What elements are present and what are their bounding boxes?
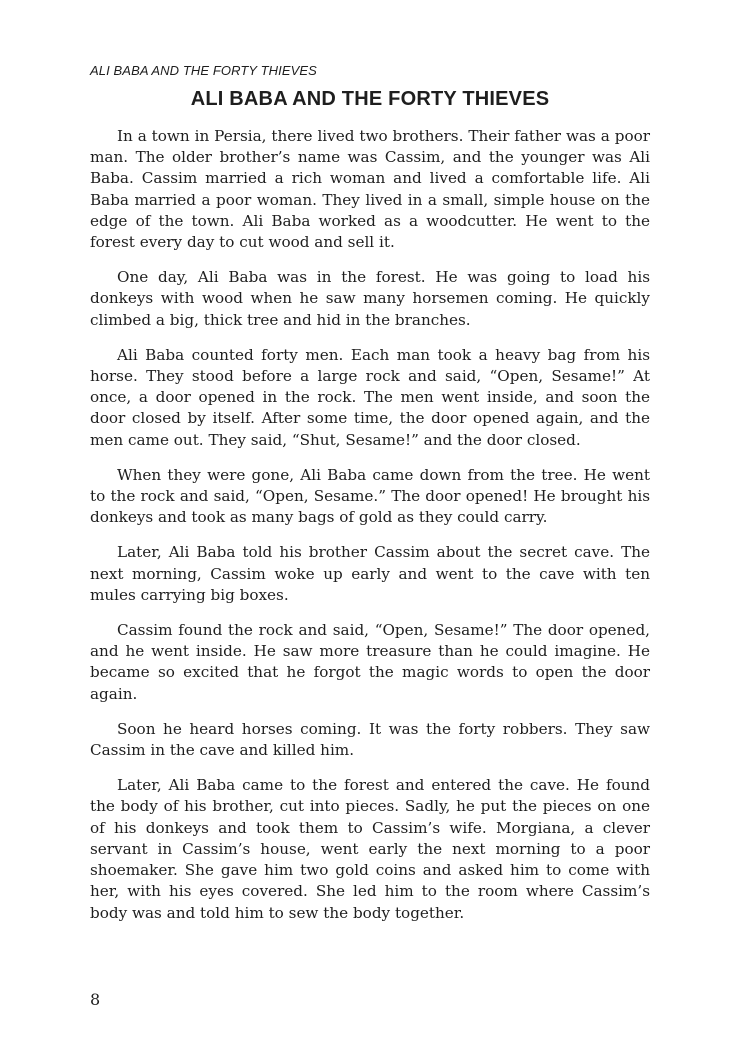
paragraph-4: When they were gone, Ali Baba came down from the tree. He went to the rock and said, “Open, Sesame.” The door opened! He brought his donkeys and took as many bags of gold as they could carry. [90,465,650,527]
paragraph-7: Soon he heard horses coming. It was the forty robbers. They saw Cassim in the cave and killed him. [90,719,650,760]
paragraph-5: Later, Ali Baba told his brother Cassim about the secret cave. The next morning, Cassim woke up early and went to the cave with ten mules carrying big boxes. [90,543,650,604]
page-number: 8 [90,990,101,1009]
paragraph-2: One day, Ali Baba was in the forest. He was going to load his donkeys with wood when he saw many horsemen coming. He quickly climbed a big, thick tree and hid in the branches. [90,268,650,329]
paragraph-6: Cassim found the rock and said, “Open, Sesame!” The door opened, and he went inside. He saw more treasure than he could imagine. He became so excited that he forgot the magic words to open the door again. [90,621,650,703]
paragraph-3: Ali Baba counted forty men. Each man took a heavy bag from his horse. They stood before a large rock and said, “Open, Sesame!” At once, a door opened in the rock. The men went inside, and soon the door closed by itself. After some time, the door opened again, and the men came out. They said, “Shut, Sesame!” and the door closed. [90,345,650,449]
page-content [90,62,650,938]
running-head: ALI BABA AND THE FORTY THIEVES [90,63,317,78]
story-title: ALI BABA AND THE FORTY THIEVES [190,88,550,110]
paragraph-1: In a town in Persia, there lived two brothers. Their father was a poor man. The older brother’s name was Cassim, and the younger was Ali Baba. Cassim married a rich woman and lived a comfortable life. Ali Baba married a poor woman. They lived in a small, simple house on the edge of the town. Ali Baba worked as a woodcutter. He went to the forest every day to cut wood and sell it. [90,127,650,252]
paragraph-8: Later, Ali Baba came to the forest and entered the cave. He found the body of his brother, cut into pieces. Sadly, he put the pieces on one of his donkeys and took them to Cassim’s wife. Morgiana, a clever servant in Cassim’s house, went early the next morning to a poor shoemaker. She gave him two gold coins and asked him to come with her, with his eyes covered. She led him to the room where Cassim’s body was and told him to sew the body together. [90,776,650,922]
